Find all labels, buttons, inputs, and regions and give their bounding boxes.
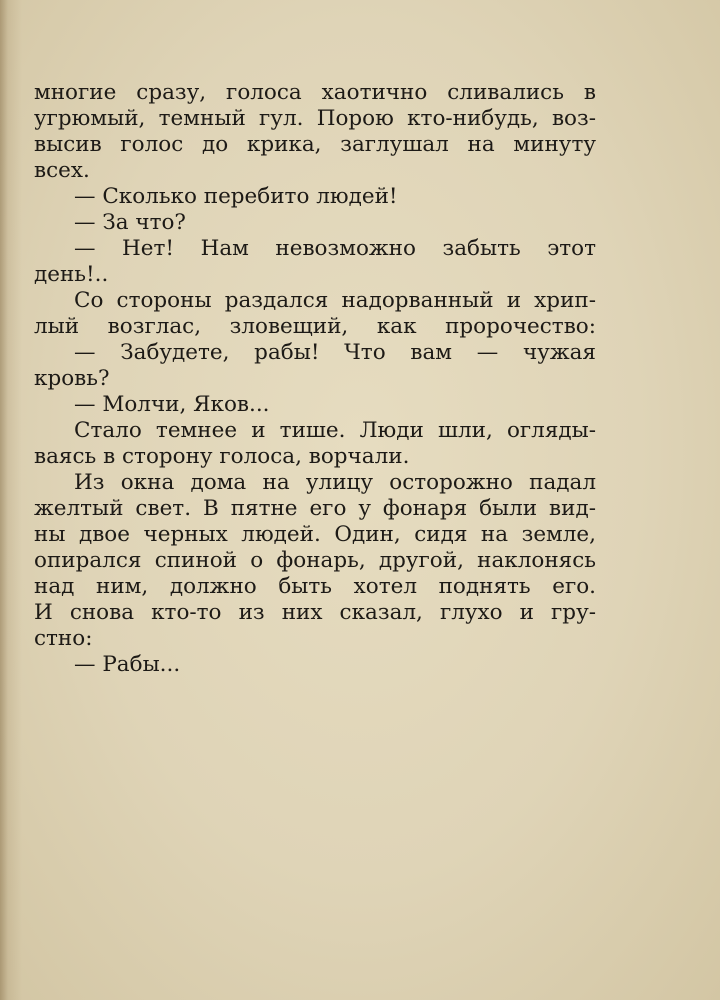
text-line: многие сразу, голоса хаотично сливались в	[34, 80, 596, 105]
text-line: — Нет! Нам невозможно забыть этот	[74, 236, 596, 261]
text-line: Из окна дома на улицу осторожно падал	[74, 470, 596, 495]
text-line: угрюмый, темный гул. Порою кто-нибудь, воз-	[34, 106, 596, 131]
text-line: всех.	[34, 158, 90, 183]
text-line: опирался спиной о фонарь, другой, наклонясь	[34, 548, 596, 573]
text-line: Стало темнее и тише. Люди шли, огляды-	[74, 418, 596, 443]
text-line: — За что?	[74, 210, 186, 235]
text-line: день!..	[34, 262, 109, 287]
text-line: ны двое черных людей. Один, сидя на земле,	[34, 522, 596, 547]
text-line: стно:	[34, 626, 93, 651]
text-line: И снова кто-то из них сказал, глухо и гру-	[34, 600, 596, 625]
text-line: — Молчи, Яков...	[74, 392, 270, 417]
page-text-block	[34, 80, 596, 678]
text-line: — Сколько перебито людей!	[74, 184, 398, 209]
text-line: Со стороны раздался надорванный и хрип-	[74, 288, 596, 313]
text-line: высив голос до крика, заглушал на минуту	[34, 132, 596, 157]
text-line: — Рабы...	[74, 652, 181, 677]
text-line: над ним, должно быть хотел поднять его.	[34, 574, 596, 599]
text-line: — Забудете, рабы! Что вам — чужая	[74, 340, 596, 365]
text-line: кровь?	[34, 366, 110, 391]
text-line: желтый свет. В пятне его у фонаря были вид-	[34, 496, 596, 521]
text-line: лый возглас, зловещий, как пророчество:	[34, 314, 596, 339]
text-line: ваясь в сторону голоса, ворчали.	[34, 444, 410, 469]
